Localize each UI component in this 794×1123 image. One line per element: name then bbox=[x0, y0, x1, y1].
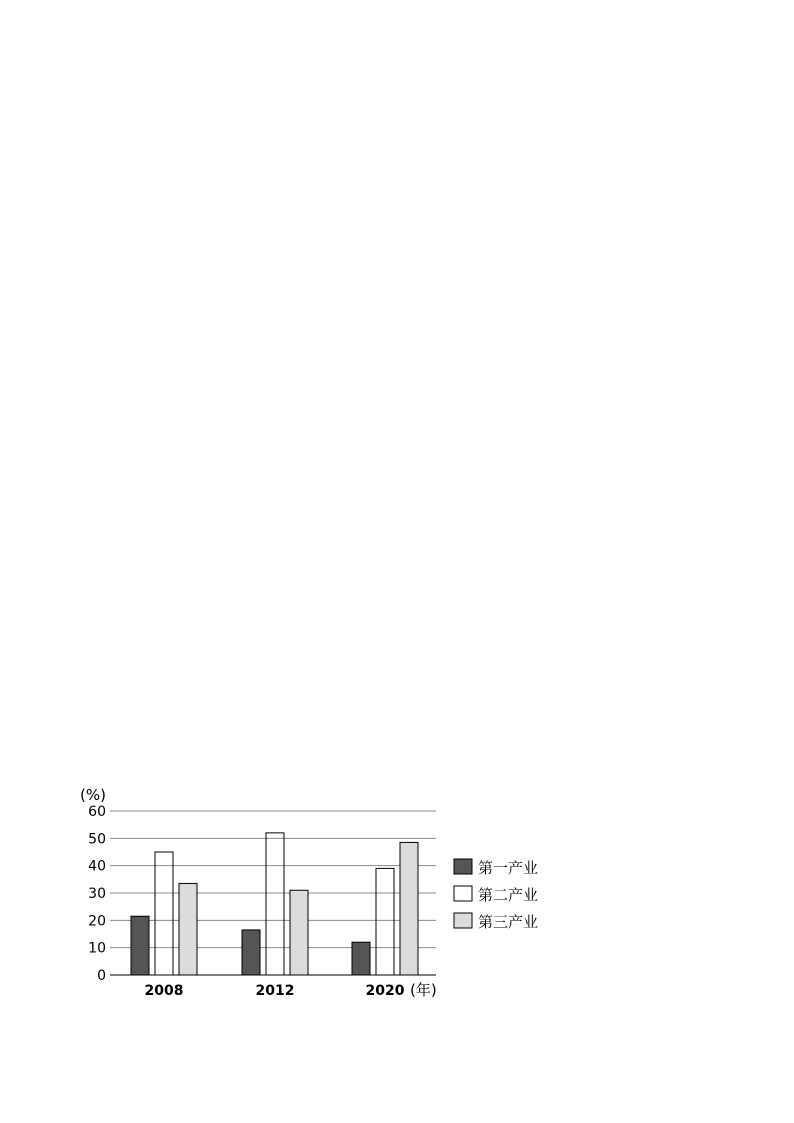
chart2-ytick-label: 0 bbox=[97, 968, 106, 984]
chart2-ytick-label: 60 bbox=[88, 804, 106, 820]
chart2-bar-2020-series-3 bbox=[400, 842, 418, 975]
chart2-xtick-label: 2020 bbox=[365, 983, 405, 999]
chart2-bar-2008-series-2 bbox=[155, 852, 173, 975]
industry-structure-chart bbox=[74, 780, 554, 1002]
income-source-chart bbox=[60, 322, 480, 508]
chart2-ytick-label: 30 bbox=[88, 886, 106, 902]
chart2-xtick-label: 2012 bbox=[255, 983, 295, 999]
chart2-bar-2012-series-3 bbox=[290, 890, 308, 975]
chart2-bar-2008-series-3 bbox=[179, 883, 197, 975]
chart2-y-unit: (%) bbox=[80, 786, 106, 804]
chart2-bar-2020-series-1 bbox=[352, 942, 370, 975]
chart2-ytick-label: 50 bbox=[88, 831, 106, 848]
chart2-legend-swatch-2 bbox=[454, 886, 472, 901]
chart2-x-unit: (年) bbox=[410, 981, 437, 999]
chart2-legend-swatch-1 bbox=[454, 859, 472, 874]
chart2-legend-label-3: 第三产业 bbox=[478, 913, 539, 931]
chart2-ytick-label: 20 bbox=[88, 913, 106, 930]
chart2-bar-2012-series-2 bbox=[266, 833, 284, 975]
chart2-bar-2012-series-1 bbox=[242, 930, 260, 975]
chart2-xtick-label: 2008 bbox=[144, 983, 184, 999]
chart2-bar-2020-series-2 bbox=[376, 868, 394, 975]
chart2-ytick-label: 10 bbox=[88, 940, 106, 957]
chart2-legend-swatch-3 bbox=[454, 913, 472, 928]
chart2-bar-2008-series-1 bbox=[131, 916, 149, 975]
chart2-legend-label-1: 第一产业 bbox=[478, 859, 539, 877]
chart2-ytick-label: 40 bbox=[88, 858, 106, 875]
chart2-legend-label-2: 第二产业 bbox=[478, 886, 539, 904]
